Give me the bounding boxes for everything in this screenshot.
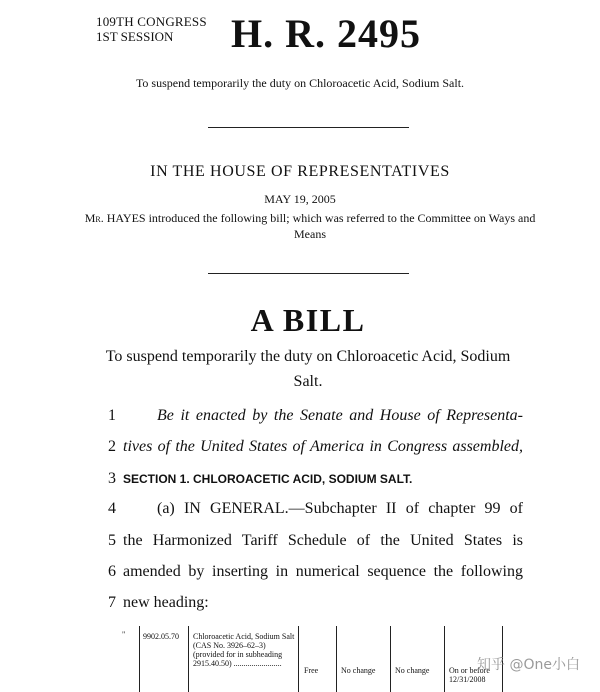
long-title: To suspend temporarily the duty on Chloroacetic Acid, Sodium Salt.: [105, 348, 511, 390]
table-divider: [336, 626, 337, 692]
bill-text-line: the Harmonized Tariff Schedule of the United States is: [123, 532, 523, 549]
line-number: 7: [108, 594, 116, 611]
table-divider: [139, 626, 140, 692]
tariff-table: [118, 626, 538, 692]
divider-bottom: [208, 273, 409, 274]
bill-text-line: (a) IN GENERAL.—Subchapter II of chapter 99 of: [157, 500, 523, 517]
table-divider: [188, 626, 189, 692]
introduction-statement: [80, 210, 540, 242]
section-heading: SECTION 1. CHLOROACETIC ACID, SODIUM SALT.: [123, 472, 413, 486]
bill-text-line: new heading:: [123, 594, 209, 611]
table-divider: [444, 626, 445, 692]
bill-number: H. R. 2495: [231, 11, 421, 56]
sponsor-name: Mr. HAYES: [84, 211, 146, 225]
bill-heading: A BILL: [250, 302, 366, 338]
table-open-quote: ": [122, 630, 126, 639]
bill-text-line: Be it enacted by the Senate and House of Representa-: [157, 407, 523, 424]
divider-top: [208, 127, 409, 128]
table-description: Chloroacetic Acid, Sodium Salt (CAS No. 3926–62–3) (provided for in subheading 2915.40.50) ........................: [193, 632, 295, 668]
congress-session-block: [96, 14, 207, 44]
introduction-date: MAY 19, 2005: [264, 192, 336, 206]
bill-text-line: tives of the United States of America in Congress assembled,: [123, 438, 523, 455]
table-divider: [390, 626, 391, 692]
line-number: 2: [108, 438, 116, 455]
table-rate-special: No change: [341, 666, 376, 675]
table-heading-number: 9902.05.70: [143, 632, 179, 641]
table-effective-period: On or before 12/31/2008: [449, 666, 490, 684]
line-number: 6: [108, 563, 116, 580]
line-number: 1: [108, 407, 116, 424]
table-divider: [298, 626, 299, 692]
session-label: 1ST SESSION: [96, 29, 174, 44]
house-heading: IN THE HOUSE OF REPRESENTATIVES: [150, 163, 450, 180]
watermark: 知乎 @One小白: [477, 657, 580, 673]
short-title: To suspend temporarily the duty on Chloroacetic Acid, Sodium Salt.: [135, 76, 465, 90]
line-number: 3: [108, 470, 116, 487]
line-number: 4: [108, 500, 116, 517]
table-rate-column2: No change: [395, 666, 430, 675]
bill-text-line: amended by inserting in numerical sequence the following: [123, 563, 523, 580]
congress-label: 109TH CONGRESS: [96, 14, 207, 29]
table-rate-general: Free: [304, 666, 319, 675]
introduction-text: introduced the following bill; which was referred to the Committee on Ways and Means: [145, 211, 536, 241]
line-number: 5: [108, 532, 116, 549]
